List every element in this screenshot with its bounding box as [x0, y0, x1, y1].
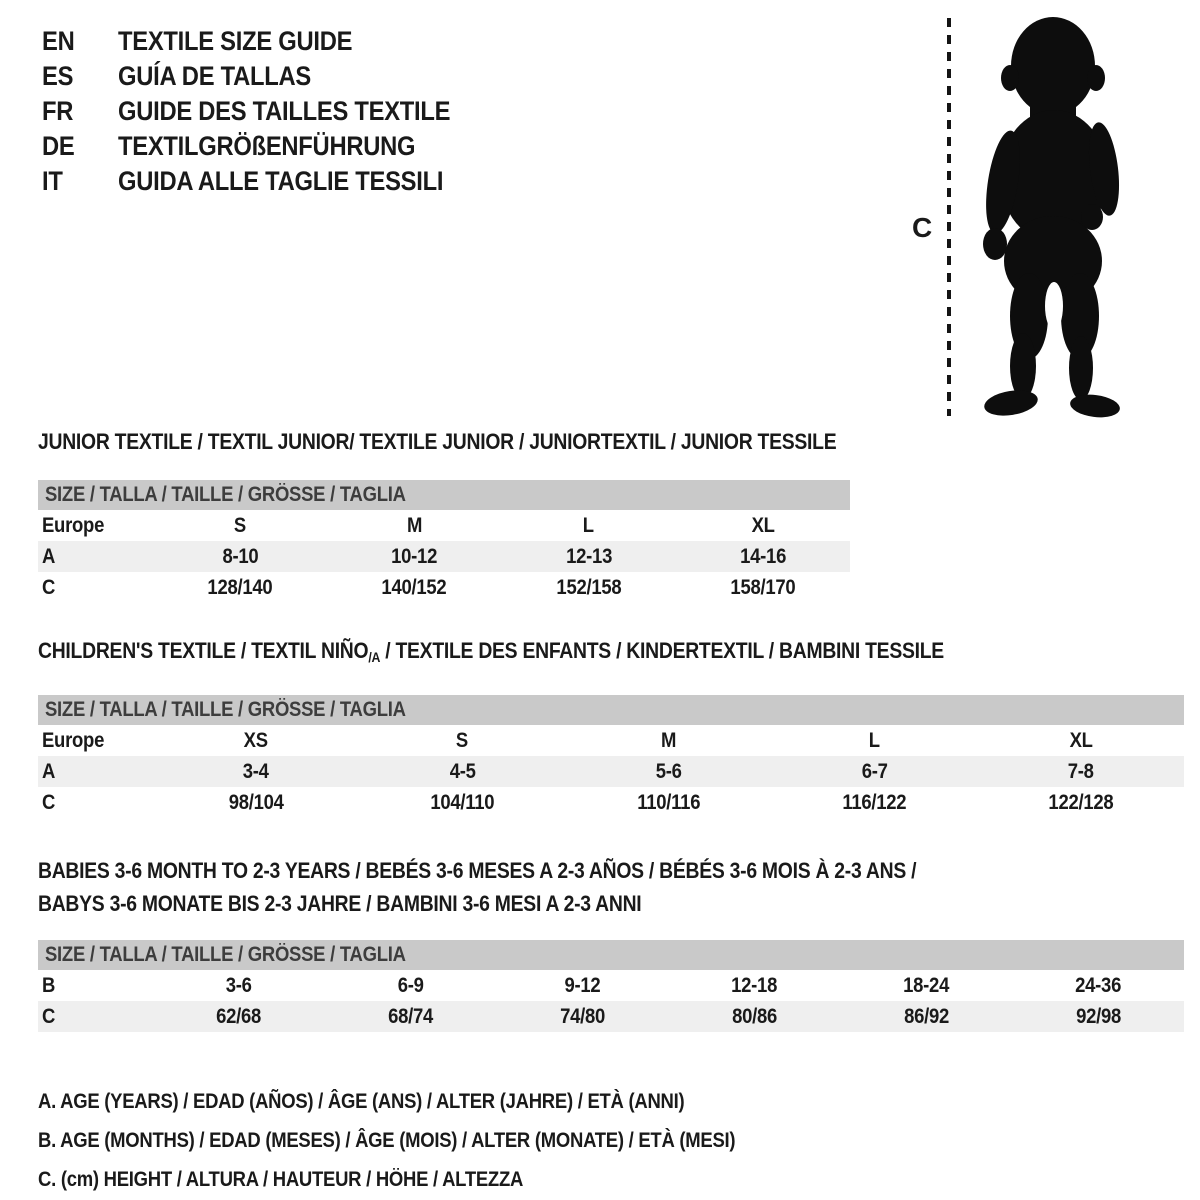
size-cell: 10-12: [391, 545, 438, 568]
size-cell: 86/92: [903, 1005, 949, 1028]
size-cell: S: [456, 729, 469, 752]
size-cell: XL: [751, 514, 775, 537]
size-cell: M: [660, 729, 677, 752]
size-cell: 122/128: [1048, 791, 1114, 814]
row-label: C: [42, 791, 56, 814]
size-cell: 3-6: [225, 974, 252, 997]
row-label: Europe: [42, 514, 105, 537]
legend: [38, 1082, 1184, 1199]
size-cell: 5-6: [655, 760, 682, 783]
table-row: [38, 787, 1184, 818]
size-cell: 98/104: [228, 791, 284, 814]
size-header-bar: SIZE / TALLA / TAILLE / GRÖSSE / TAGLIA: [38, 480, 850, 510]
language-code: FR: [42, 96, 74, 126]
size-cell: M: [406, 514, 422, 537]
size-cell: 80/86: [731, 1005, 777, 1028]
legend-line-c: C. (cm) HEIGHT / ALTURA / HAUTEUR / HÖHE / ALTEZZA: [38, 1168, 524, 1191]
size-cell: 104/110: [430, 791, 495, 814]
guide-title: GUIDE DES TAILLES TEXTILE: [118, 96, 451, 126]
height-measure-label: C: [912, 212, 933, 243]
language-code: ES: [42, 61, 74, 91]
size-cell: 3-4: [243, 760, 270, 783]
size-cell: 116/122: [842, 791, 907, 814]
size-cell: 7-8: [1067, 760, 1094, 783]
children-size-table: [38, 695, 1184, 818]
table-row: [38, 1001, 1184, 1032]
size-header-bar: SIZE / TALLA / TAILLE / GRÖSSE / TAGLIA: [38, 695, 1184, 725]
size-cell: 68/74: [388, 1005, 434, 1028]
table-row: [38, 572, 850, 603]
babies-section-heading: BABIES 3-6 MONTH TO 2-3 YEARS / BEBÉS 3-6 MESES A 2-3 AÑOS / BÉBÉS 3-6 MOIS À 2-3 ANS / BABYS 3-6 MONATE BIS 2-3 JAHRE / BAMBINI 3-6 MESI A 2-3 ANNI: [38, 858, 917, 916]
table-row: [38, 510, 850, 541]
guide-title: TEXTILE SIZE GUIDE: [118, 26, 353, 56]
size-cell: 8-10: [222, 545, 259, 568]
babies-size-table: [38, 940, 1184, 1032]
size-cell: XS: [244, 729, 269, 752]
junior-size-table: [38, 480, 850, 603]
legend-line-a: A. AGE (YEARS) / EDAD (AÑOS) / ÂGE (ANS) / ALTER (JAHRE) / ETÀ (ANNI): [38, 1090, 685, 1113]
guide-title: GUIDA ALLE TAGLIE TESSILI: [118, 166, 444, 196]
table-row: [38, 725, 1184, 756]
row-label: C: [42, 576, 56, 599]
size-cell: S: [234, 514, 247, 537]
size-cell: 12-13: [565, 545, 612, 568]
language-row: [42, 94, 496, 129]
size-cell: 74/80: [560, 1005, 606, 1028]
row-label: Europe: [42, 729, 105, 752]
language-row: [42, 129, 496, 164]
row-label: B: [42, 974, 56, 997]
size-cell: 152/158: [556, 576, 622, 599]
table-row: [38, 970, 1184, 1001]
legend-line-b: B. AGE (MONTHS) / EDAD (MESES) / ÂGE (MOIS) / ALTER (MONATE) / ETÀ (MESI): [38, 1129, 736, 1152]
size-cell: L: [869, 729, 881, 752]
guide-title: GUÍA DE TALLAS: [118, 61, 311, 91]
size-cell: 92/98: [1075, 1005, 1121, 1028]
row-label: A: [42, 760, 56, 783]
language-row: [42, 164, 496, 199]
size-cell: 6-9: [397, 974, 424, 997]
size-cell: 62/68: [216, 1005, 262, 1028]
language-row: [42, 59, 496, 94]
toddler-silhouette: [966, 14, 1142, 420]
size-guide-content: [38, 430, 1184, 1199]
size-cell: 9-12: [564, 974, 601, 997]
language-code: EN: [42, 26, 75, 56]
size-cell: 12-18: [731, 974, 778, 997]
language-code: DE: [42, 131, 75, 161]
size-cell: 140/152: [381, 576, 447, 599]
size-cell: 6-7: [861, 760, 888, 783]
size-cell: 4-5: [449, 760, 476, 783]
height-measure-line: [947, 18, 951, 416]
size-cell: XL: [1069, 729, 1093, 752]
size-header-bar: SIZE / TALLA / TAILLE / GRÖSSE / TAGLIA: [38, 940, 1184, 970]
size-cell: 24-36: [1075, 974, 1122, 997]
size-cell: 158/170: [730, 576, 796, 599]
language-code: IT: [42, 166, 63, 196]
language-row: [42, 24, 496, 59]
size-cell: 18-24: [903, 974, 950, 997]
children-section-heading: CHILDREN'S TEXTILE / TEXTIL NIÑO/A / TEXTILE DES ENFANTS / KINDERTEXTIL / BAMBINI TESSILE: [38, 638, 944, 665]
size-cell: 14-16: [739, 545, 786, 568]
row-label: C: [42, 1005, 56, 1028]
table-row: [38, 541, 850, 572]
size-cell: L: [583, 514, 595, 537]
junior-section-heading: JUNIOR TEXTILE / TEXTIL JUNIOR/ TEXTILE JUNIOR / JUNIORTEXTIL / JUNIOR TESSILE: [38, 429, 837, 454]
table-row: [38, 756, 1184, 787]
language-header: [42, 24, 496, 199]
row-label: A: [42, 545, 56, 568]
size-cell: 110/116: [637, 791, 700, 814]
nino-a-subscript: /A: [368, 649, 381, 665]
guide-title: TEXTILGRÖßENFÜHRUNG: [118, 131, 416, 161]
size-cell: 128/140: [207, 576, 273, 599]
